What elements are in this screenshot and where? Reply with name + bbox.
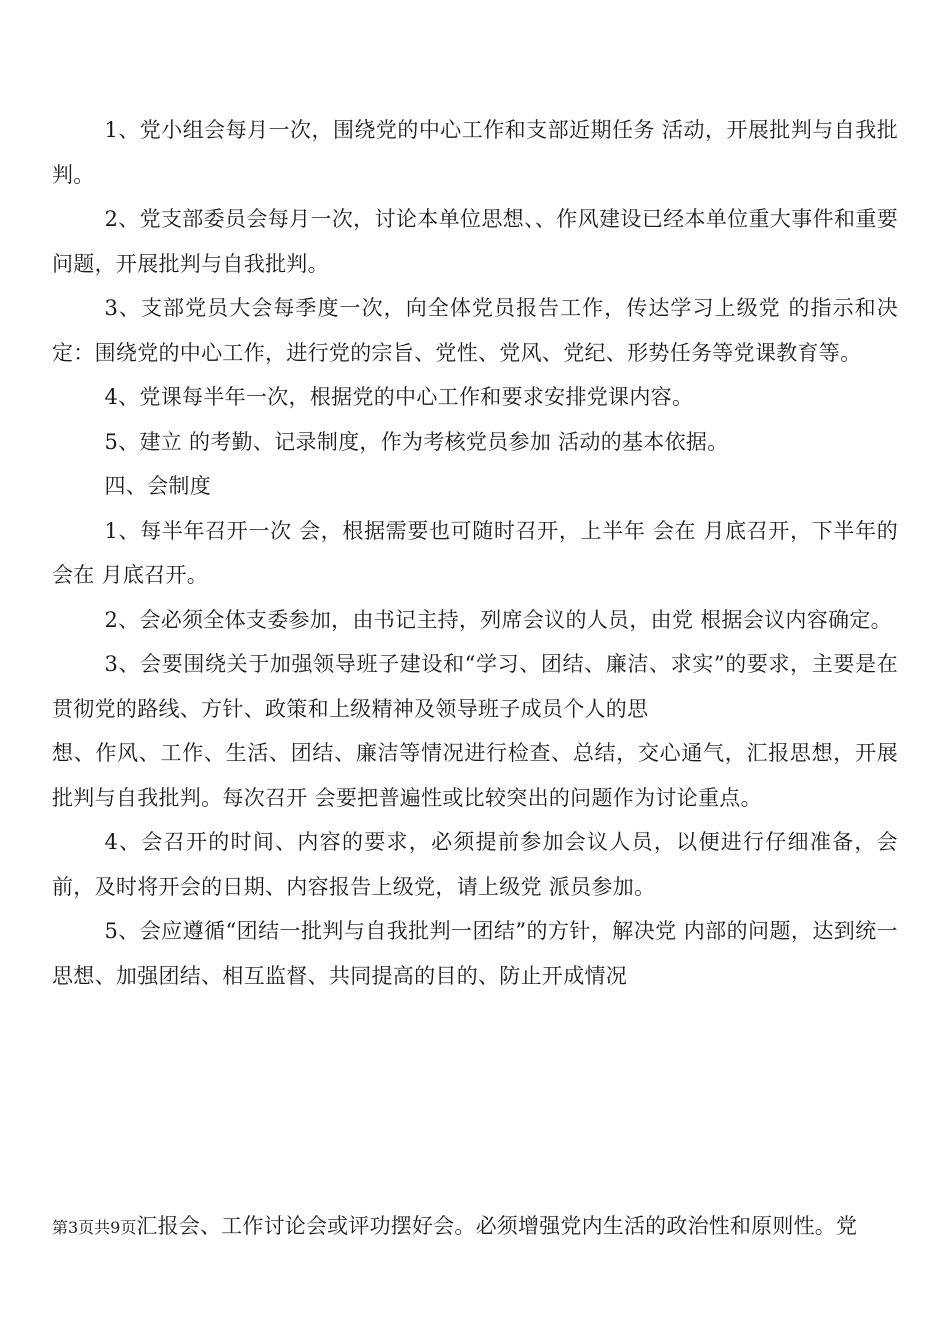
paragraph-4: 4、党课每半年一次，根据党的中心工作和要求安排党课内容。 bbox=[104, 385, 694, 409]
paragraph-10: 想、作风、工作、生活、团结、廉洁等情况进行检查、总结，交心通气，汇报思想，开展批判与自我批判。每次召开 会要把普遍性或比较突出的问题作为讨论重点。 bbox=[52, 741, 898, 810]
document-body bbox=[52, 108, 898, 998]
paragraph-2: 2、党支部委员会每月一次，讨论本单位思想、、作风建设已经本单位重大事件和重要问题，开展批判与自我批判。 bbox=[52, 207, 898, 276]
paragraph-1: 1、党小组会每月一次，围绕党的中心工作和支部近期任务 活动，开展批判与自我批判。 bbox=[52, 118, 898, 187]
page-number: 第3页共9页 bbox=[52, 1218, 137, 1237]
section-heading: 四、会制度 bbox=[104, 474, 211, 498]
paragraph-5: 5、建立 的考勤、记录制度，作为考核党员参加 活动的基本依据。 bbox=[104, 429, 729, 454]
paragraph-8: 2、会必须全体支委参加，由书记主持，列席会议的人员，由党 根据会议内容确定。 bbox=[104, 607, 892, 632]
paragraph-7: 1、每半年召开一次 会，根据需要也可随时召开，上半年 会在 月底召开，下半年的 会在 月底召开。 bbox=[52, 518, 898, 587]
paragraph-11: 4、会召开的时间、内容的要求，必须提前参加会议人员，以便进行仔细准备，会前，及时将开会的日期、内容报告上级党，请上级党 派员参加。 bbox=[52, 830, 898, 899]
page-footer bbox=[52, 1209, 898, 1245]
footer-continued-text: 汇报会、工作讨论会或评功摆好会。必须增强党内生活的政治性和原则性。党 bbox=[136, 1214, 858, 1238]
paragraph-3: 3、支部党员大会每季度一次，向全体党员报告工作，传达学习上级党 的指示和决定：围绕党的中心工作，进行党的宗旨、党性、党风、党纪、形势任务等党课教育等。 bbox=[52, 296, 898, 365]
paragraph-12: 5、会应遵循“团结一批判与自我批判一团结”的方针，解决党 内部的问题，达到统一思想、加强团结、相互监督、共同提高的目的、防止开成情况 bbox=[52, 919, 898, 988]
paragraph-9: 3、会要围绕关于加强领导班子建设和“学习、团结、廉洁、求实”的要求，主要是在贯彻党的路线、方针、政策和上级精神及领导班子成员个人的思 bbox=[52, 652, 898, 721]
